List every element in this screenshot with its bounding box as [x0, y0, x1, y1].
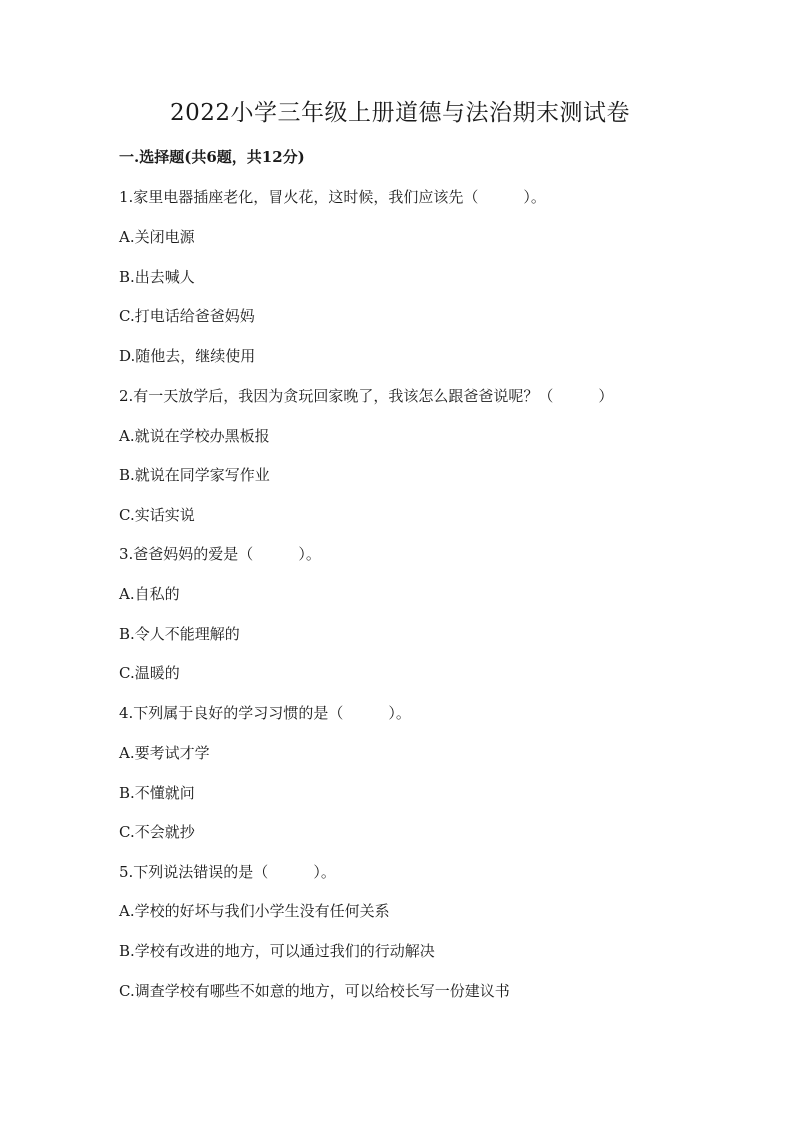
option-item: B.不懂就问	[119, 784, 195, 802]
option-item: C.不会就抄	[119, 823, 195, 841]
question-stem: 1.家里电器插座老化，冒火花，这时候，我们应该先（ ）。	[119, 188, 546, 206]
option-item: A.就说在学校办黑板报	[119, 427, 270, 445]
question-stem: 2.有一天放学后，我因为贪玩回家晚了，我该怎么跟爸爸说呢？（ ）	[119, 387, 614, 405]
option-item: A.学校的好坏与我们小学生没有任何关系	[119, 902, 390, 920]
section-header: 一.选择题(共6题，共12分)	[119, 148, 305, 166]
option-item: C.打电话给爸爸妈妈	[119, 307, 255, 325]
option-item: C.调查学校有哪些不如意的地方，可以给校长写一份建议书	[119, 982, 510, 1000]
option-item: A.关闭电源	[119, 228, 195, 246]
option-item: A.要考试才学	[119, 744, 210, 762]
option-item: C.温暖的	[119, 664, 180, 682]
option-item: B.学校有改进的地方，可以通过我们的行动解决	[119, 942, 435, 960]
question-stem: 5.下列说法错误的是（ ）。	[119, 863, 336, 881]
option-item: B.出去喊人	[119, 268, 195, 286]
option-item: A.自私的	[119, 585, 180, 603]
option-item: B.就说在同学家写作业	[119, 466, 270, 484]
option-item: C.实话实说	[119, 506, 195, 524]
question-stem: 4.下列属于良好的学习习惯的是（ ）。	[119, 704, 411, 722]
option-item: B.令人不能理解的	[119, 625, 240, 643]
option-item: D.随他去，继续使用	[119, 347, 256, 365]
question-stem: 3.爸爸妈妈的爱是（ ）。	[119, 545, 321, 563]
exam-title: 2022小学三年级上册道德与法治期末测试卷	[169, 100, 631, 126]
